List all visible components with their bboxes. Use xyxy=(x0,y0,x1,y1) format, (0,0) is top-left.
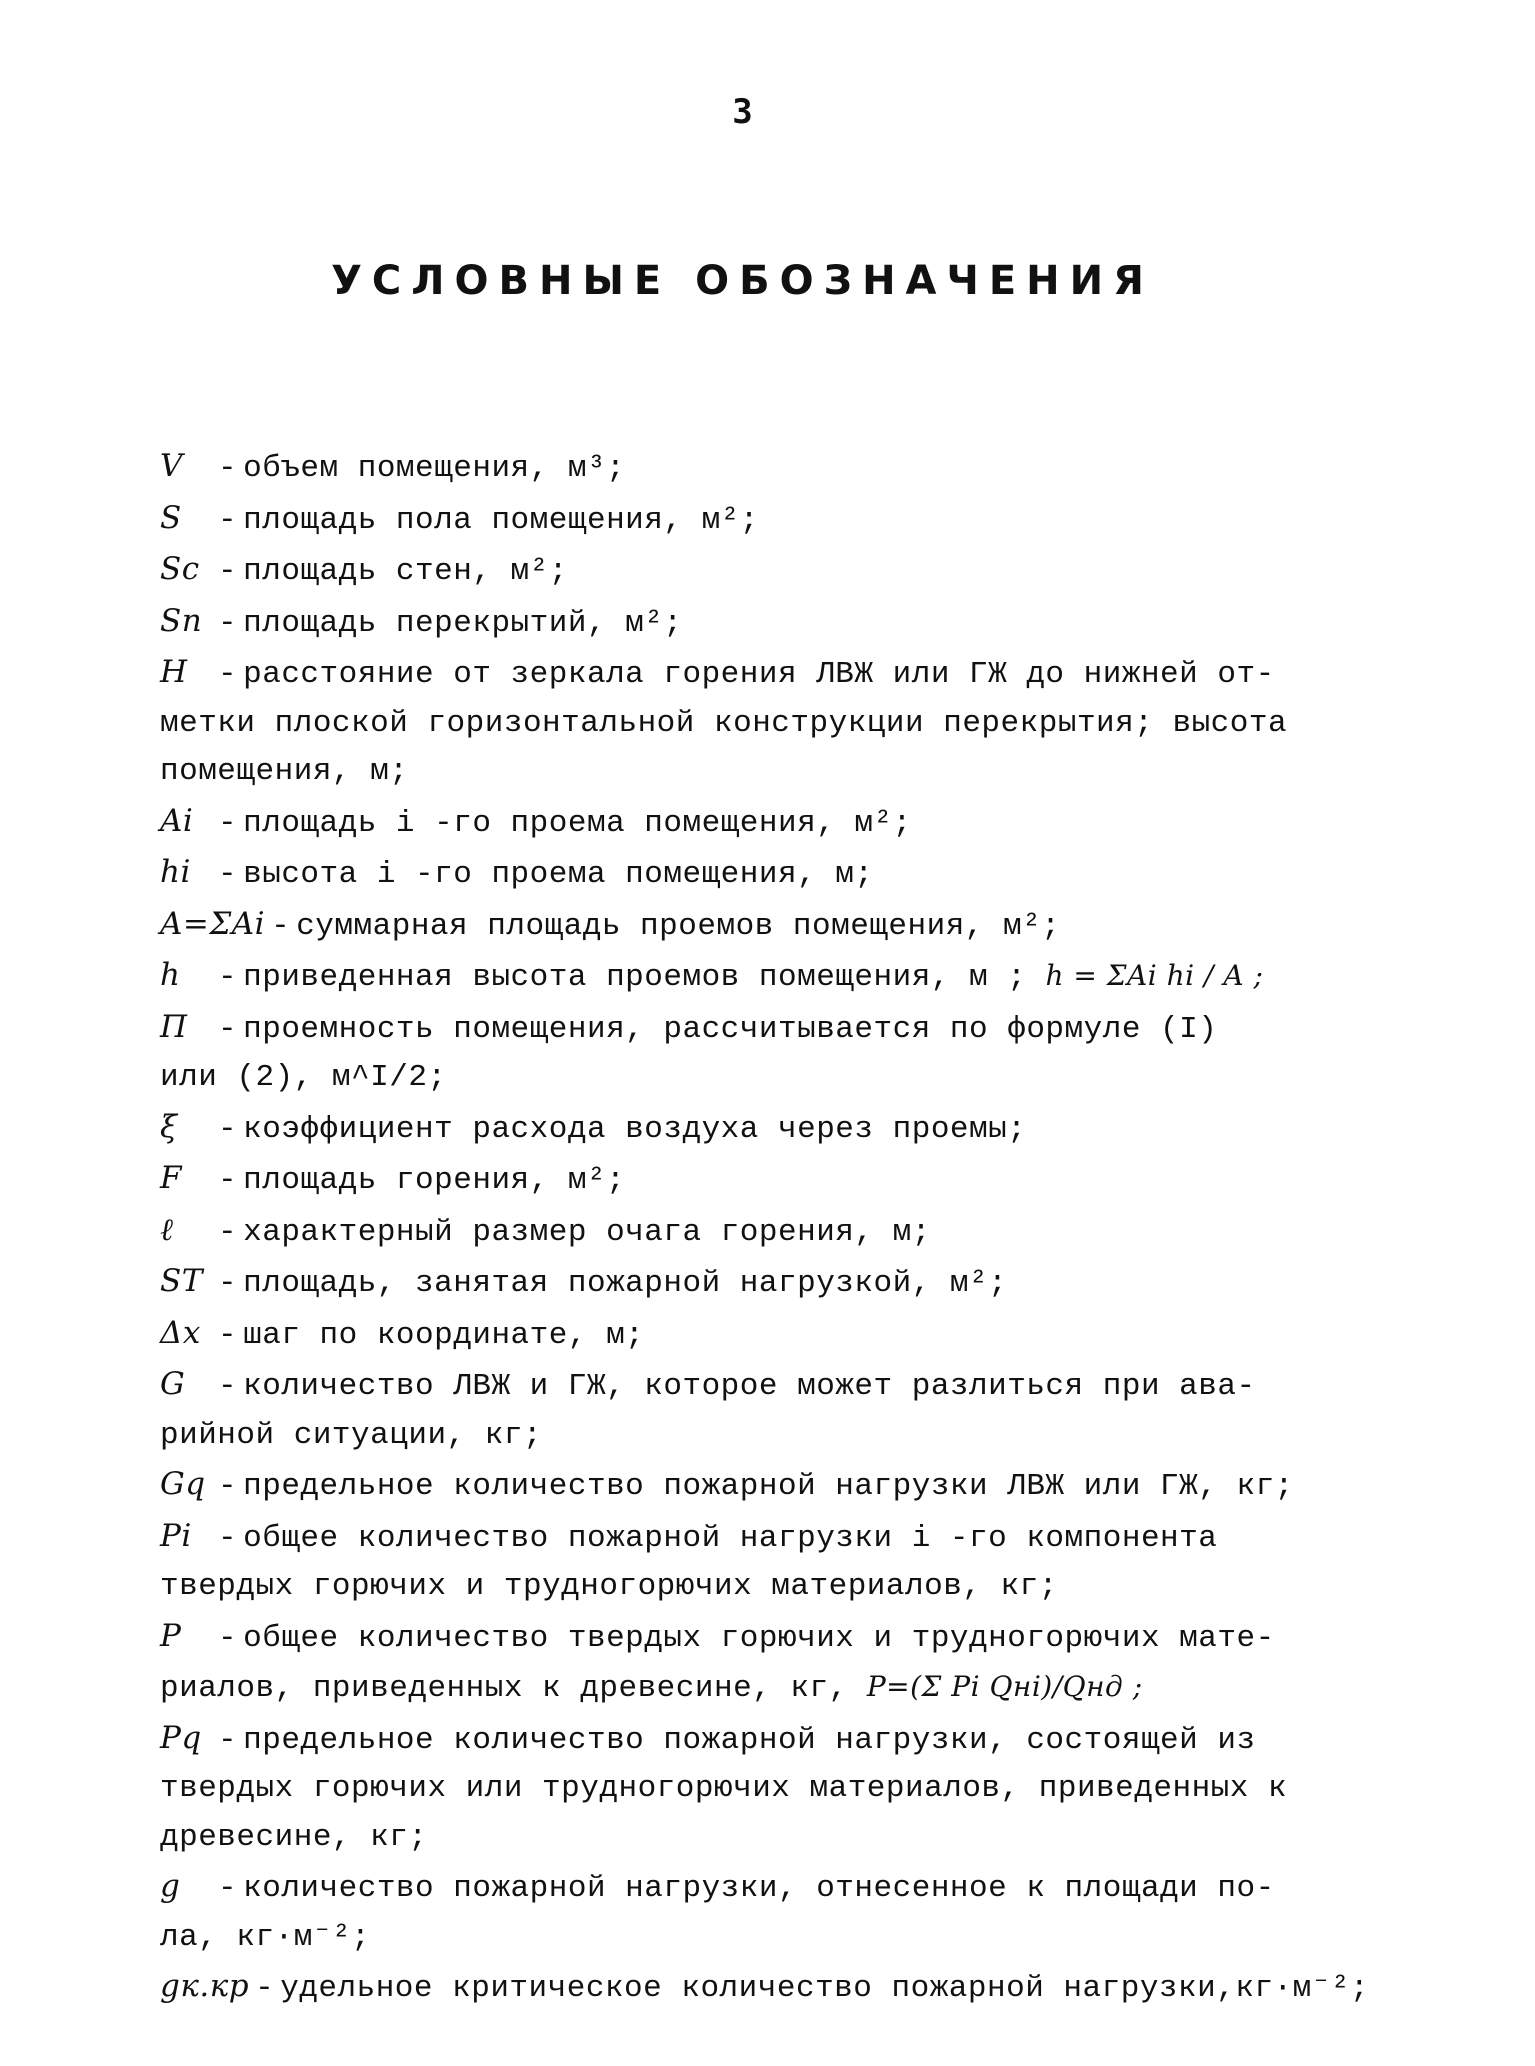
symbol: П xyxy=(160,1008,188,1045)
symbol: Ai xyxy=(160,802,194,839)
entry-volume: V - объем помещения, м³; xyxy=(160,442,1380,494)
symbol: hi xyxy=(160,854,191,890)
entry-coordinate-step: Δx - шаг по координате, м; xyxy=(160,1309,1380,1361)
entry-openness: П - проемность помещения, рассчитывается по формуле (I) или (2), м^I/2; xyxy=(160,1003,1380,1103)
symbol: S xyxy=(160,499,182,536)
symbol: Sп xyxy=(160,602,203,639)
entry-reduced-height: h - приведенная высота проемов помещения, м ; h = ΣAi hi / A ; xyxy=(160,951,1380,1003)
definition-continued: ла, кг·м⁻²; xyxy=(160,1919,371,1955)
definition: предельное количество пожарной нагрузки ЛВЖ или ГЖ, кг; xyxy=(243,1469,1294,1504)
definition: площадь i -го проема помещения, м²; xyxy=(243,805,912,841)
entry-specific-load: g - количество пожарной нагрузки, отнесенное к площади по- ла, кг·м⁻²; xyxy=(160,1862,1380,1962)
definition: площадь, занятая пожарной нагрузкой, м²; xyxy=(243,1266,1008,1301)
entry-critical-load: gк.кр - удельное критическое количество пожарной нагрузки,кг·м⁻²; xyxy=(160,1962,1380,2014)
definition-continued: древесине, кг; xyxy=(160,1819,428,1855)
definition: площадь пола помещения, м²; xyxy=(243,502,759,538)
definition: общее количество пожарной нагрузки i -го компонента xyxy=(243,1520,1218,1556)
definition: удельное критическое количество пожарной нагрузки,кг·м⁻²; xyxy=(280,1971,1370,2006)
definition: предельное количество пожарной нагрузки, состоящей из xyxy=(243,1722,1256,1758)
definition: количество ЛВЖ и ГЖ, которое может разлиться при ава- xyxy=(243,1369,1256,1404)
symbol: g xyxy=(160,1868,181,1904)
entry-total-opening-area: A=ΣAi - суммарная площадь проемов помещения, м²; xyxy=(160,900,1380,952)
formula: h = ΣAi hi / A ; xyxy=(1045,959,1264,992)
entry-floor-area: S - площадь пола помещения, м²; xyxy=(160,494,1380,546)
definition-continued: твердых горючих или трудногорючих материалов, приведенных к xyxy=(160,1771,1288,1806)
page-title: УСЛОВНЫЕ ОБОЗНАЧЕНИЯ xyxy=(331,258,1154,304)
definition: проемность помещения, рассчитывается по формуле (I) xyxy=(243,1011,1218,1047)
symbol: ℓ xyxy=(160,1211,174,1248)
entry-opening-area: Ai - площадь i -го проема помещения, м²; xyxy=(160,797,1380,849)
definition: высота i -го проема помещения, м; xyxy=(243,857,874,892)
definition-continued: риалов, приведенных к древесине, кг, xyxy=(160,1671,848,1706)
symbol: Δx xyxy=(160,1314,201,1351)
entry-burning-area: F - площадь горения, м²; xyxy=(160,1154,1380,1206)
definition: характерный размер очага горения, м; xyxy=(243,1214,931,1250)
symbol: V xyxy=(160,448,183,484)
symbol: h xyxy=(160,957,181,993)
symbol: F xyxy=(160,1160,183,1196)
entry-limit-liquid-load: Gq - предельное количество пожарной нагрузки ЛВЖ или ГЖ, кг; xyxy=(160,1460,1380,1512)
entry-flow-coefficient: ξ - коэффициент расхода воздуха через проемы; xyxy=(160,1103,1380,1155)
definition-continued: метки плоской горизонтальной конструкции перекрытия; высота xyxy=(160,705,1288,741)
definition: приведенная высота проемов помещения, м ; xyxy=(243,960,1027,995)
symbol: gк.кр xyxy=(160,1968,250,2004)
entry-opening-height: hi - высота i -го проема помещения, м; xyxy=(160,848,1380,900)
symbol: Gq xyxy=(160,1466,206,1502)
symbol: A=ΣAi xyxy=(160,905,266,942)
symbol: H xyxy=(160,654,188,690)
entry-ceiling-area: Sп - площадь перекрытий, м²; xyxy=(160,597,1380,649)
symbol: ST xyxy=(160,1263,203,1299)
definition: количество пожарной нагрузки, отнесенное к площади по- xyxy=(243,1871,1275,1906)
definition: объем помещения, м³; xyxy=(243,451,626,486)
definition: площадь стен, м²; xyxy=(243,554,568,589)
symbol: Pi xyxy=(160,1517,192,1554)
definition: общее количество твердых горючих и трудногорючих мате- xyxy=(243,1620,1275,1656)
definition-continued: твердых горючих и трудногорючих материалов, кг; xyxy=(160,1569,1058,1604)
entry-total-solid-load: P - общее количество твердых горючих и трудногорючих мате- риалов, приведенных к древесине, кг, P=(Σ Pi Qнi)/Qнд ; xyxy=(160,1612,1380,1714)
definition: площадь горения, м²; xyxy=(243,1163,626,1198)
symbol: ξ xyxy=(160,1108,178,1145)
entry-load-area: ST - площадь, занятая пожарной нагрузкой, м²; xyxy=(160,1257,1380,1309)
symbol: Pq xyxy=(160,1719,202,1756)
formula: P=(Σ Pi Qнi)/Qнд ; xyxy=(866,1670,1143,1703)
definition: расстояние от зеркала горения ЛВЖ или ГЖ до нижней от- xyxy=(243,657,1275,692)
entry-spill-quantity: G - количество ЛВЖ и ГЖ, которое может разлиться при ава- рийной ситуации, кг; xyxy=(160,1360,1380,1460)
entry-component-load: Pi - общее количество пожарной нагрузки i -го компонента твердых горючих и трудногорючих материалов, кг; xyxy=(160,1512,1380,1612)
entry-height: H - расстояние от зеркала горения ЛВЖ или ГЖ до нижней от- метки плоской горизонтальной конструкции перекрытия; высота помещения, м; xyxy=(160,648,1380,797)
symbol: P xyxy=(160,1617,182,1654)
definition-continued: рийной ситуации, кг; xyxy=(160,1417,543,1453)
definition: шаг по координате, м; xyxy=(243,1317,645,1353)
entry-limit-solid-load: Pq - предельное количество пожарной нагрузки, состоящей из твердых горючих или трудногорючих материалов, приведенных к древесине, кг; xyxy=(160,1714,1380,1863)
definition-continued: или (2), м^I/2; xyxy=(160,1060,447,1095)
definition-continued: помещения, м; xyxy=(160,754,409,789)
definition: площадь перекрытий, м²; xyxy=(243,605,683,641)
symbol: G xyxy=(160,1366,186,1402)
entry-wall-area: Sc - площадь стен, м²; xyxy=(160,545,1380,597)
definition: коэффициент расхода воздуха через проемы; xyxy=(243,1111,1027,1147)
symbol: Sc xyxy=(160,551,200,587)
definition: суммарная площадь проемов помещения, м²; xyxy=(296,908,1061,944)
page-number: 3 xyxy=(732,92,753,132)
entry-fire-size: ℓ - характерный размер очага горения, м; xyxy=(160,1206,1380,1258)
symbol-list xyxy=(160,442,1380,2014)
